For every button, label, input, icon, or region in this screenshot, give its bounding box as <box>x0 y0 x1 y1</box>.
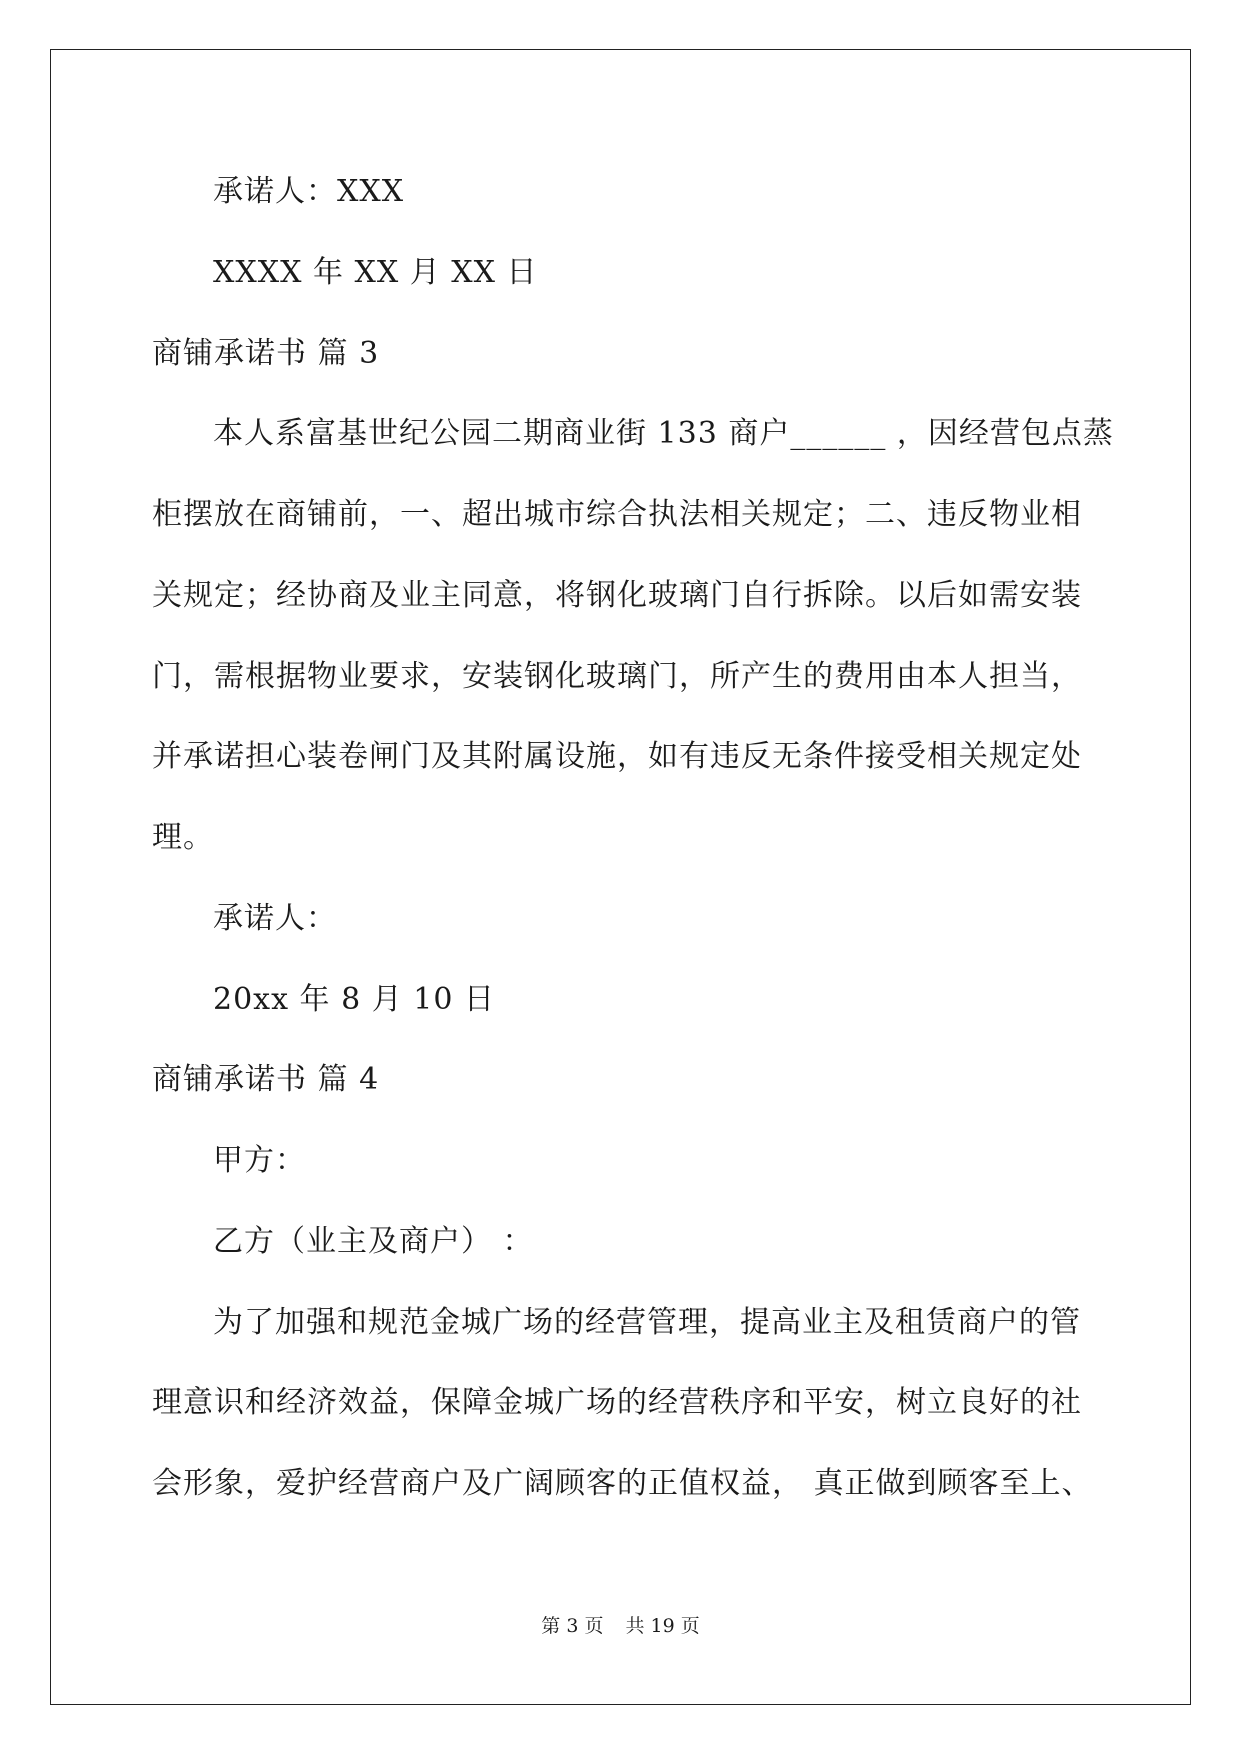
signatory-line: 承诺人： <box>213 901 337 936</box>
date-line: 20xx 年 8 月 10 日 <box>213 982 495 1017</box>
page-footer <box>0 1614 1241 1638</box>
paragraph-line: 理。 <box>152 820 214 855</box>
paragraph-line: 理意识和经济效益，保障金城广场的经营秩序和平安，树立良好的社 <box>152 1385 1082 1420</box>
paragraph-line: 为了加强和规范金城广场的经营管理，提高业主及租赁商户的管 <box>213 1305 1081 1340</box>
paragraph-line: 会形象，爱护经营商户及广阔顾客的正值权益， 真正做到顾客至上、 <box>152 1466 1093 1501</box>
paragraph-line: 门，需根据物业要求，安装钢化玻璃门，所产生的费用由本人担当， <box>152 659 1082 694</box>
paragraph-line: 柜摆放在商铺前，一、超出城市综合执法相关规定；二、违反物业相 <box>152 497 1082 532</box>
party-b-line: 乙方（业主及商户） ： <box>213 1224 534 1259</box>
section-heading-3: 商铺承诺书 篇 3 <box>152 336 380 371</box>
page-total: 共 19 页 <box>625 1615 700 1637</box>
signatory-line: 承诺人：XXX <box>213 174 405 209</box>
page-number: 第 3 页 <box>541 1615 604 1637</box>
date-line: XXXX 年 XX 月 XX 日 <box>213 255 538 290</box>
page-border <box>50 49 1191 1705</box>
paragraph-line: 并承诺担心装卷闸门及其附属设施，如有违反无条件接受相关规定处 <box>152 739 1082 774</box>
paragraph-line: 本人系富基世纪公园二期商业街 133 商户______ ，因经营包点蒸 <box>213 416 1114 451</box>
section-heading-4: 商铺承诺书 篇 4 <box>152 1062 380 1097</box>
paragraph-line: 关规定；经协商及业主同意，将钢化玻璃门自行拆除。以后如需安装 <box>152 578 1082 613</box>
party-a-line: 甲方： <box>213 1143 306 1178</box>
